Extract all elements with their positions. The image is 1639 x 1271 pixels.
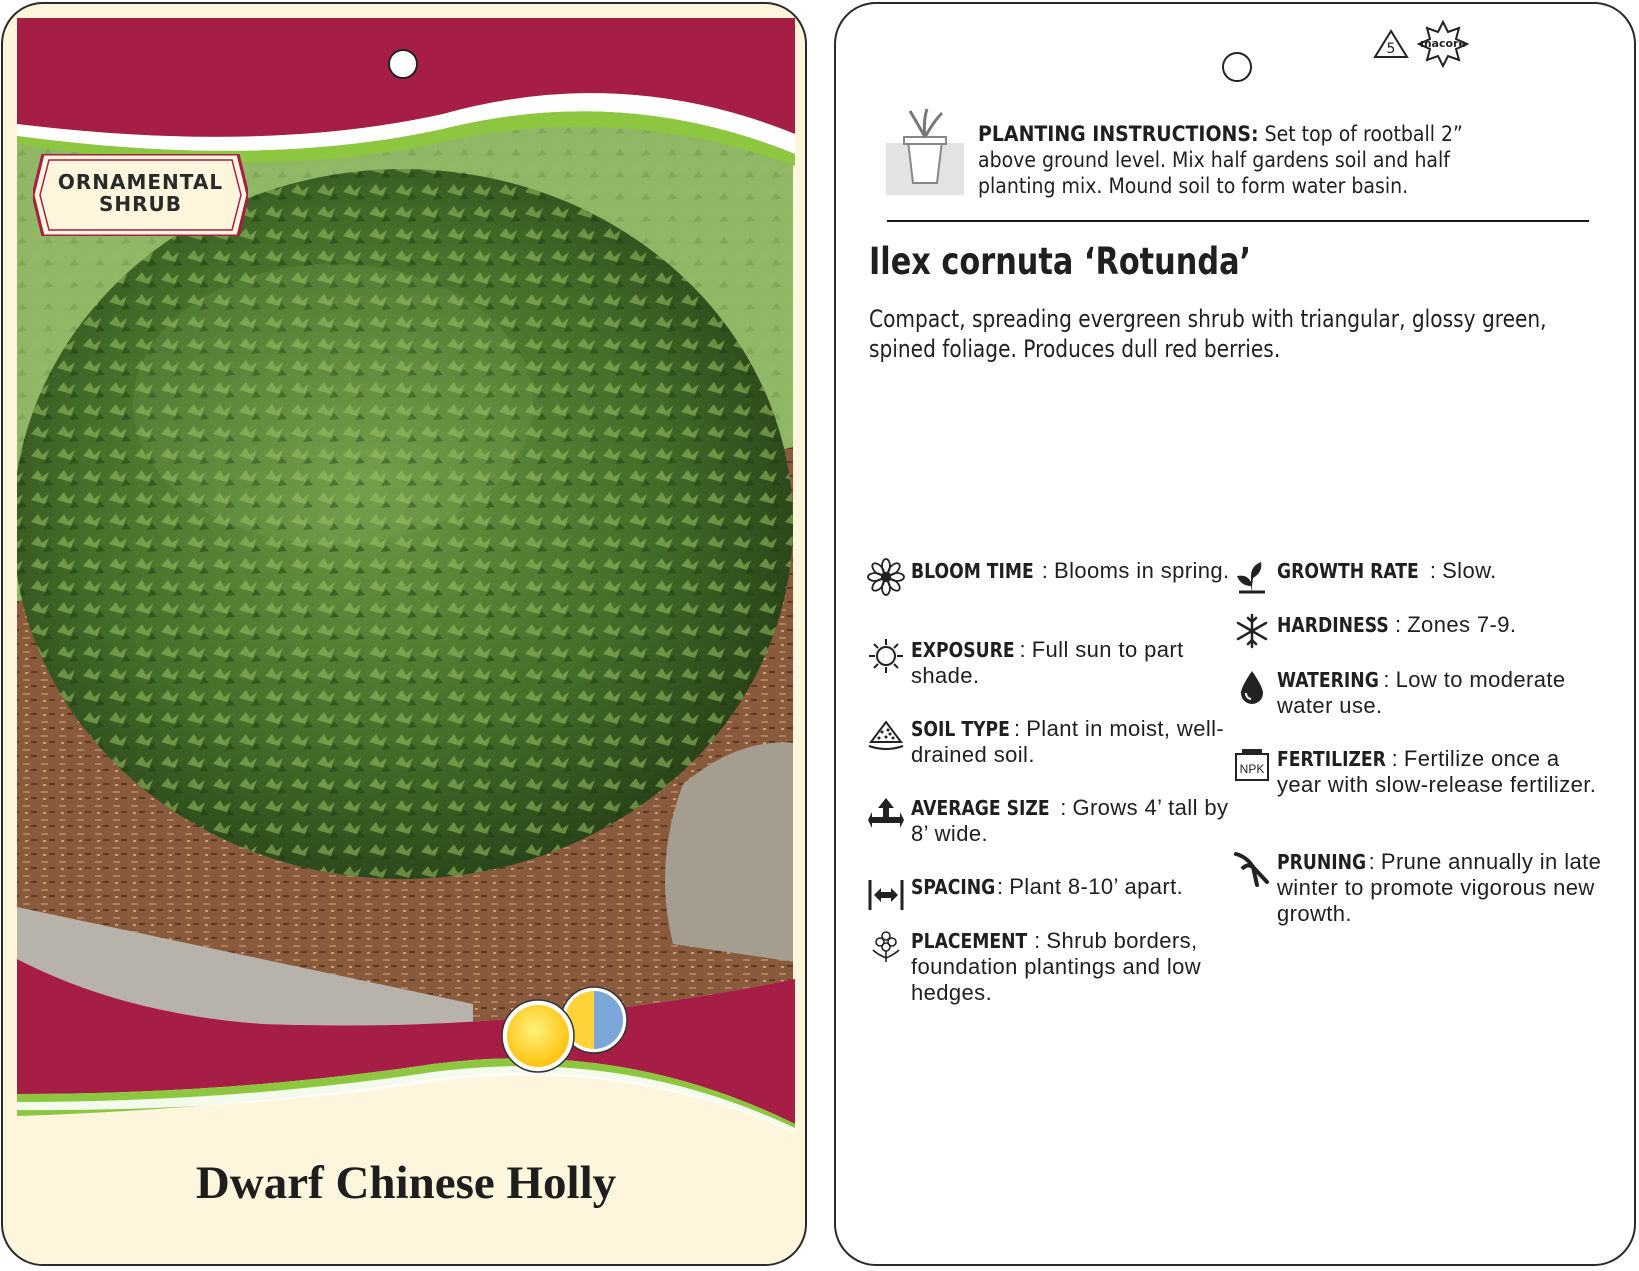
attr-value: Grows 4’ tall by 8’ wide.	[911, 795, 1229, 846]
attr-value: Plant in moist, well-drained soil.	[911, 716, 1225, 767]
attr-value: Plant 8-10’ apart.	[1009, 874, 1184, 899]
attr-value: Slow.	[1442, 558, 1497, 583]
exposure-icons	[498, 984, 628, 1074]
divider	[887, 220, 1589, 222]
attr-value: Prune annually in late winter to promote vigorous new growth.	[1277, 849, 1602, 926]
attr-value: Fertilize once a year with slow-release fertilizer.	[1277, 746, 1597, 797]
attr-value: Blooms in spring.	[1054, 558, 1230, 583]
size-icon	[867, 795, 905, 833]
attr-separator: :	[1041, 558, 1055, 583]
recycle-number: 5	[1386, 41, 1396, 57]
attr-label: FERTILIZER	[1277, 747, 1386, 771]
attr-separator: :	[996, 874, 1010, 899]
badge-line-1: ORNAMENTAL	[57, 170, 224, 194]
front-card	[1, 2, 807, 1266]
sun-icon	[867, 637, 905, 675]
attr-placement	[911, 928, 1241, 1006]
attr-spacing	[911, 874, 1241, 900]
attr-separator: :	[1429, 558, 1443, 583]
planting-instructions	[978, 122, 1524, 200]
attr-exposure	[911, 637, 1241, 689]
planting-label: PLANTING INSTRUCTIONS:	[978, 122, 1259, 147]
attr-label: SPACING	[911, 875, 996, 899]
attr-pruning	[1277, 849, 1607, 927]
placement-icon	[867, 928, 905, 966]
snowflake-icon	[1233, 612, 1271, 650]
attr-bloom-time	[911, 558, 1241, 584]
attr-watering	[1277, 667, 1607, 719]
attr-label: AVERAGE SIZE	[911, 796, 1050, 820]
attr-label: PRUNING	[1277, 850, 1367, 874]
attr-separator: :	[1019, 637, 1032, 662]
attr-fertilizer	[1239, 746, 1607, 798]
attr-label: GROWTH RATE	[1277, 559, 1419, 583]
attr-value: Zones 7-9.	[1407, 612, 1517, 637]
common-name: Dwarf Chinese Holly	[195, 1157, 617, 1209]
attr-separator: :	[1034, 928, 1047, 953]
planting-text: Set top of rootball 2” above ground level. Mix half gardens soil and half planting mix. Mound soil to form water basin.	[978, 122, 1463, 199]
attr-soil-type	[911, 716, 1241, 768]
plant-description: Compact, spreading evergreen shrub with triangular, glossy green, spined foliage. Produces dull red berries.	[869, 305, 1547, 363]
category-badge	[33, 154, 248, 236]
attr-label: SOIL TYPE	[911, 717, 1010, 741]
attr-separator: :	[1391, 746, 1404, 771]
macore-text: macore	[1420, 37, 1466, 50]
attr-label: PLACEMENT	[911, 929, 1028, 953]
attr-label: BLOOM TIME	[911, 559, 1034, 583]
pruners-icon	[1233, 849, 1271, 887]
attr-hardiness	[1277, 612, 1607, 638]
spacing-icon	[867, 874, 905, 912]
attr-value: Full sun to part shade.	[911, 637, 1184, 688]
attr-separator: :	[1014, 716, 1027, 741]
attr-value: Shrub borders, foundation plantings and low hedges.	[911, 928, 1202, 1005]
hang-hole	[1222, 52, 1252, 82]
soil-icon	[867, 716, 905, 754]
water-drop-icon	[1233, 667, 1271, 705]
attr-growth-rate	[1277, 558, 1607, 584]
attr-label: HARDINESS	[1277, 613, 1389, 637]
attr-separator: :	[1394, 612, 1408, 637]
recycle-icon	[1372, 28, 1410, 60]
macore-logo	[1417, 20, 1469, 68]
hang-hole	[388, 49, 418, 79]
npk-icon	[1233, 746, 1271, 784]
svg-text:NPK: NPK	[1239, 762, 1265, 776]
sprout-icon	[1233, 558, 1271, 596]
attr-separator: :	[1368, 849, 1381, 874]
back-card	[834, 2, 1636, 1266]
attr-label: WATERING	[1277, 668, 1379, 692]
attr-value: Low to moderate water use.	[1277, 667, 1566, 718]
scientific-name: Ilex cornuta ‘Rotunda’	[869, 240, 1252, 283]
attr-separator: :	[1383, 667, 1396, 692]
attr-separator: :	[1060, 795, 1073, 820]
planting-pot-icon	[886, 107, 964, 195]
attr-average-size	[911, 795, 1241, 847]
flower-icon	[867, 558, 905, 596]
attr-label: EXPOSURE	[911, 638, 1015, 662]
badge-line-2: SHRUB	[98, 192, 183, 216]
full-sun-icon	[502, 1000, 574, 1072]
